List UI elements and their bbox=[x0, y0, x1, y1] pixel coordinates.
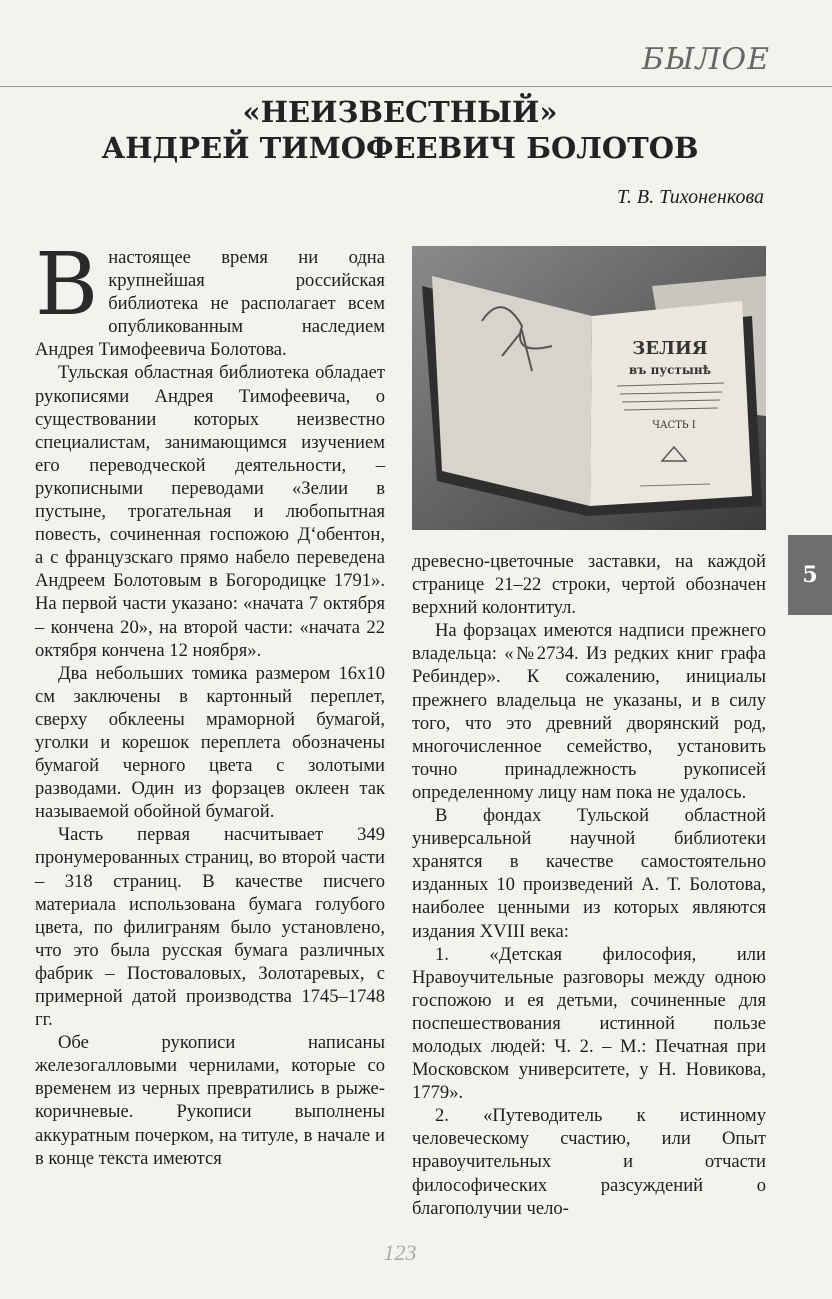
paragraph: Два небольших томика размером 16х10 см заключены в картонный переплет, сверху обклеены мраморной бумагой, уголки и корешок переплета обозначены бумагой черного цвета с золотыми разводами. Один из форзацев оклеен так называемой обойной бумагой. bbox=[35, 662, 385, 823]
paragraph: Обе рукописи написаны железогалловыми чернилами, которые со временем из черных превратились в рыже-коричневые. Рукописи выполнены аккуратным почерком, на титуле, в начале и в конце текста имеются bbox=[35, 1032, 385, 1169]
book-title-text: ЗЕЛИЯ bbox=[632, 338, 708, 359]
paragraph: В фондах Тульской областной универсальной научной библиотеки хранятся в качестве самостоятельно изданных 10 произведений А. Т. Болотова, наиболее ценными из которых являются издания XVIII века: bbox=[412, 805, 766, 942]
book-right-page bbox=[590, 301, 752, 506]
drop-cap: В bbox=[35, 235, 99, 335]
book-photo bbox=[412, 246, 766, 530]
right-column bbox=[412, 246, 766, 1220]
book-part-text: ЧАСТЬ I bbox=[652, 420, 696, 431]
article-title bbox=[60, 94, 740, 166]
paragraph: Часть первая насчитывает 349 пронумерованных страниц, во второй части – 318 страниц. В качестве писчего материала использована бумага голубого цвета, по филиграням было установлено, что это была русская бумага различных фабрик – Постоваловых, Золотаревых, с примерной датой производства 1745–1748 гг. bbox=[35, 824, 385, 1031]
author-name: Т. В. Тихоненкова bbox=[617, 186, 764, 208]
section-tab: 5 bbox=[788, 535, 832, 615]
header-rule bbox=[0, 86, 832, 87]
title-line: «НЕИЗВЕСТНЫЙ» bbox=[242, 95, 558, 129]
paragraph: древесно-цветочные заставки, на каждой странице 21–22 строки, чертой обозначен верхний колонтитул. bbox=[412, 551, 766, 619]
book-subtitle-text: въ пустынѣ bbox=[628, 363, 712, 377]
paragraph bbox=[35, 235, 385, 361]
page-number: 123 bbox=[383, 1240, 417, 1265]
left-column bbox=[35, 235, 385, 1170]
paragraph: 1. «Детская философия, или Нравоучительные разговоры между одною госпожою и ея детьми, сочиненные для поспешествования истинной пользе молодых людей: Ч. 2. – М.: Печатная при Московском университете, у Н. Новикова, 1779». bbox=[412, 943, 766, 1104]
title-line: АНДРЕЙ ТИМОФЕЕВИЧ БОЛОТОВ bbox=[101, 131, 699, 165]
paragraph: На форзацах имеются надписи прежнего владельца: «№2734. Из редких книг графа Ребиндер». К сожалению, инициалы прежнего владельца не указаны, и в силу того, что это древний дворянский род, многочисленное семейство, установить точно принадлежность рукописей определенному лицу нам пока не удалось. bbox=[412, 620, 766, 803]
paragraph-text: настоящее время ни одна крупнейшая российская библиотека не располагает всем опубликованным наследием Андрея Тимофеевича Болотова. bbox=[35, 247, 385, 361]
book-left-page bbox=[432, 276, 592, 506]
section-rubric: БЫЛОЕ bbox=[641, 42, 770, 77]
paragraph: 2. «Путеводитель к истинному человеческому счастию, или Опыт нравоучительных и отчасти философических разсуждений о благополучии чело- bbox=[412, 1105, 766, 1219]
paragraph: Тульская областная библиотека обладает рукописями Андрея Тимофеевича, о существовании которых неизвестно специалистам, занимающимся изучением его переводческой деятельности, – рукописными переводами «Зелии в пустыне, трогательная и любопытная повесть, сочиненная госпожою Д‘обентон, а с французскаго прямо набело переведена Андреем Болотовым в Богородицке 1791». На первой части указано: «начата 7 октября – кончена 20», на второй части: «начата 22 октября кончена 12 ноября». bbox=[35, 362, 385, 661]
